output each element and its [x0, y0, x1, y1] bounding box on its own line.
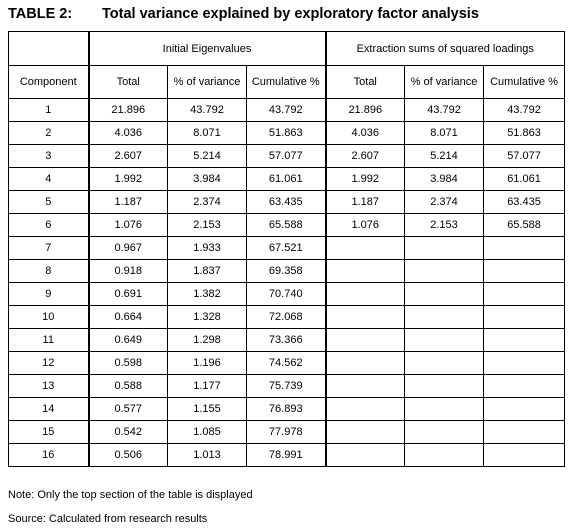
extraction-pct-variance-header: % of variance [405, 66, 484, 99]
initial-total-cell: 0.664 [89, 306, 168, 329]
extraction-total-cell: 1.187 [326, 191, 405, 214]
table-source: Source: Calculated from research results [8, 513, 208, 525]
component-cell: 7 [9, 237, 89, 260]
extraction-cumulative-cell [484, 421, 565, 444]
extraction-sums-header: Extraction sums of squared loadings [326, 32, 565, 66]
extraction-total-cell: 1.992 [326, 168, 405, 191]
table-row [9, 237, 565, 260]
extraction-cumulative-header: Cumulative % [484, 66, 565, 99]
table-row [9, 398, 565, 421]
extraction-cumulative-cell [484, 398, 565, 421]
extraction-cumulative-cell [484, 283, 565, 306]
component-cell: 10 [9, 306, 89, 329]
initial-total-cell: 0.506 [89, 444, 168, 467]
header-row-groups [9, 32, 565, 66]
initial-cumulative-cell: 74.562 [247, 352, 326, 375]
component-cell: 2 [9, 122, 89, 145]
extraction-cumulative-cell: 51.863 [484, 122, 565, 145]
initial-total-cell: 0.542 [89, 421, 168, 444]
initial-cumulative-cell: 69.358 [247, 260, 326, 283]
initial-pct-variance-cell: 1.328 [168, 306, 247, 329]
initial-total-cell: 2.607 [89, 145, 168, 168]
initial-pct-variance-cell: 1.382 [168, 283, 247, 306]
initial-cumulative-cell: 57.077 [247, 145, 326, 168]
extraction-total-cell [326, 329, 405, 352]
component-cell: 4 [9, 168, 89, 191]
extraction-total-cell: 1.076 [326, 214, 405, 237]
extraction-pct-variance-cell [405, 444, 484, 467]
extraction-total-cell [326, 444, 405, 467]
extraction-total-cell [326, 421, 405, 444]
initial-total-cell: 4.036 [89, 122, 168, 145]
component-cell: 12 [9, 352, 89, 375]
extraction-cumulative-cell: 65.588 [484, 214, 565, 237]
initial-total-cell: 0.598 [89, 352, 168, 375]
initial-cumulative-cell: 65.588 [247, 214, 326, 237]
initial-pct-variance-cell: 1.155 [168, 398, 247, 421]
initial-total-cell: 0.577 [89, 398, 168, 421]
initial-pct-variance-cell: 2.374 [168, 191, 247, 214]
table-row [9, 260, 565, 283]
initial-cumulative-cell: 43.792 [247, 99, 326, 122]
table-caption [8, 6, 479, 22]
initial-pct-variance-cell: 2.153 [168, 214, 247, 237]
extraction-total-cell: 2.607 [326, 145, 405, 168]
initial-cumulative-cell: 70.740 [247, 283, 326, 306]
extraction-cumulative-cell: 57.077 [484, 145, 565, 168]
initial-pct-variance-cell: 43.792 [168, 99, 247, 122]
header-empty-cell [9, 32, 89, 66]
extraction-pct-variance-cell: 43.792 [405, 99, 484, 122]
initial-pct-variance-cell: 3.984 [168, 168, 247, 191]
component-cell: 5 [9, 191, 89, 214]
component-cell: 16 [9, 444, 89, 467]
component-column-header: Component [9, 66, 89, 99]
initial-total-header: Total [89, 66, 168, 99]
extraction-pct-variance-cell [405, 375, 484, 398]
extraction-cumulative-cell: 61.061 [484, 168, 565, 191]
initial-total-cell: 1.076 [89, 214, 168, 237]
initial-cumulative-cell: 73.366 [247, 329, 326, 352]
extraction-total-cell: 4.036 [326, 122, 405, 145]
table-row [9, 168, 565, 191]
extraction-cumulative-cell [484, 444, 565, 467]
extraction-cumulative-cell [484, 306, 565, 329]
extraction-total-cell [326, 283, 405, 306]
initial-total-cell: 0.588 [89, 375, 168, 398]
initial-cumulative-cell: 67.521 [247, 237, 326, 260]
table-body [9, 99, 565, 467]
component-cell: 13 [9, 375, 89, 398]
initial-cumulative-cell: 63.435 [247, 191, 326, 214]
initial-pct-variance-header: % of variance [168, 66, 247, 99]
initial-pct-variance-cell: 1.837 [168, 260, 247, 283]
initial-total-cell: 0.649 [89, 329, 168, 352]
extraction-pct-variance-cell [405, 329, 484, 352]
table-row [9, 99, 565, 122]
extraction-total-cell [326, 237, 405, 260]
initial-cumulative-cell: 72.068 [247, 306, 326, 329]
component-cell: 3 [9, 145, 89, 168]
initial-total-cell: 21.896 [89, 99, 168, 122]
initial-cumulative-cell: 75.739 [247, 375, 326, 398]
component-cell: 6 [9, 214, 89, 237]
extraction-pct-variance-cell: 2.374 [405, 191, 484, 214]
initial-total-cell: 1.187 [89, 191, 168, 214]
extraction-cumulative-cell [484, 329, 565, 352]
extraction-pct-variance-cell: 8.071 [405, 122, 484, 145]
table-row [9, 145, 565, 168]
initial-eigenvalues-header: Initial Eigenvalues [89, 32, 326, 66]
table-row [9, 306, 565, 329]
initial-total-cell: 0.967 [89, 237, 168, 260]
extraction-total-cell [326, 398, 405, 421]
extraction-total-cell [326, 375, 405, 398]
table-row [9, 421, 565, 444]
table-row [9, 375, 565, 398]
table-note: Note: Only the top section of the table is displayed [8, 489, 253, 501]
component-cell: 9 [9, 283, 89, 306]
extraction-cumulative-cell: 63.435 [484, 191, 565, 214]
table-row [9, 122, 565, 145]
table-title: Total variance explained by exploratory factor analysis [102, 6, 479, 22]
initial-cumulative-cell: 51.863 [247, 122, 326, 145]
extraction-pct-variance-cell [405, 398, 484, 421]
initial-total-cell: 0.918 [89, 260, 168, 283]
extraction-pct-variance-cell [405, 237, 484, 260]
extraction-pct-variance-cell: 5.214 [405, 145, 484, 168]
extraction-total-cell [326, 260, 405, 283]
component-cell: 8 [9, 260, 89, 283]
initial-cumulative-header: Cumulative % [247, 66, 326, 99]
component-cell: 15 [9, 421, 89, 444]
initial-pct-variance-cell: 1.298 [168, 329, 247, 352]
initial-cumulative-cell: 61.061 [247, 168, 326, 191]
extraction-cumulative-cell [484, 352, 565, 375]
component-cell: 1 [9, 99, 89, 122]
initial-cumulative-cell: 77.978 [247, 421, 326, 444]
extraction-cumulative-cell [484, 237, 565, 260]
extraction-pct-variance-cell [405, 352, 484, 375]
extraction-pct-variance-cell [405, 421, 484, 444]
table-row [9, 283, 565, 306]
table-row [9, 329, 565, 352]
variance-table [8, 31, 565, 467]
component-cell: 14 [9, 398, 89, 421]
table-row [9, 444, 565, 467]
extraction-total-header: Total [326, 66, 405, 99]
initial-pct-variance-cell: 1.013 [168, 444, 247, 467]
header-row-columns [9, 66, 565, 99]
initial-pct-variance-cell: 1.177 [168, 375, 247, 398]
table-row [9, 352, 565, 375]
initial-total-cell: 0.691 [89, 283, 168, 306]
extraction-pct-variance-cell [405, 306, 484, 329]
table-number: TABLE 2: [8, 6, 73, 22]
extraction-pct-variance-cell [405, 283, 484, 306]
extraction-cumulative-cell [484, 375, 565, 398]
initial-cumulative-cell: 78.991 [247, 444, 326, 467]
initial-total-cell: 1.992 [89, 168, 168, 191]
table-row [9, 191, 565, 214]
component-cell: 11 [9, 329, 89, 352]
extraction-total-cell [326, 352, 405, 375]
initial-pct-variance-cell: 1.933 [168, 237, 247, 260]
extraction-cumulative-cell: 43.792 [484, 99, 565, 122]
initial-cumulative-cell: 76.893 [247, 398, 326, 421]
extraction-pct-variance-cell: 2.153 [405, 214, 484, 237]
initial-pct-variance-cell: 1.085 [168, 421, 247, 444]
extraction-pct-variance-cell: 3.984 [405, 168, 484, 191]
extraction-cumulative-cell [484, 260, 565, 283]
extraction-total-cell [326, 306, 405, 329]
initial-pct-variance-cell: 5.214 [168, 145, 247, 168]
extraction-pct-variance-cell [405, 260, 484, 283]
initial-pct-variance-cell: 1.196 [168, 352, 247, 375]
extraction-total-cell: 21.896 [326, 99, 405, 122]
table-row [9, 214, 565, 237]
initial-pct-variance-cell: 8.071 [168, 122, 247, 145]
